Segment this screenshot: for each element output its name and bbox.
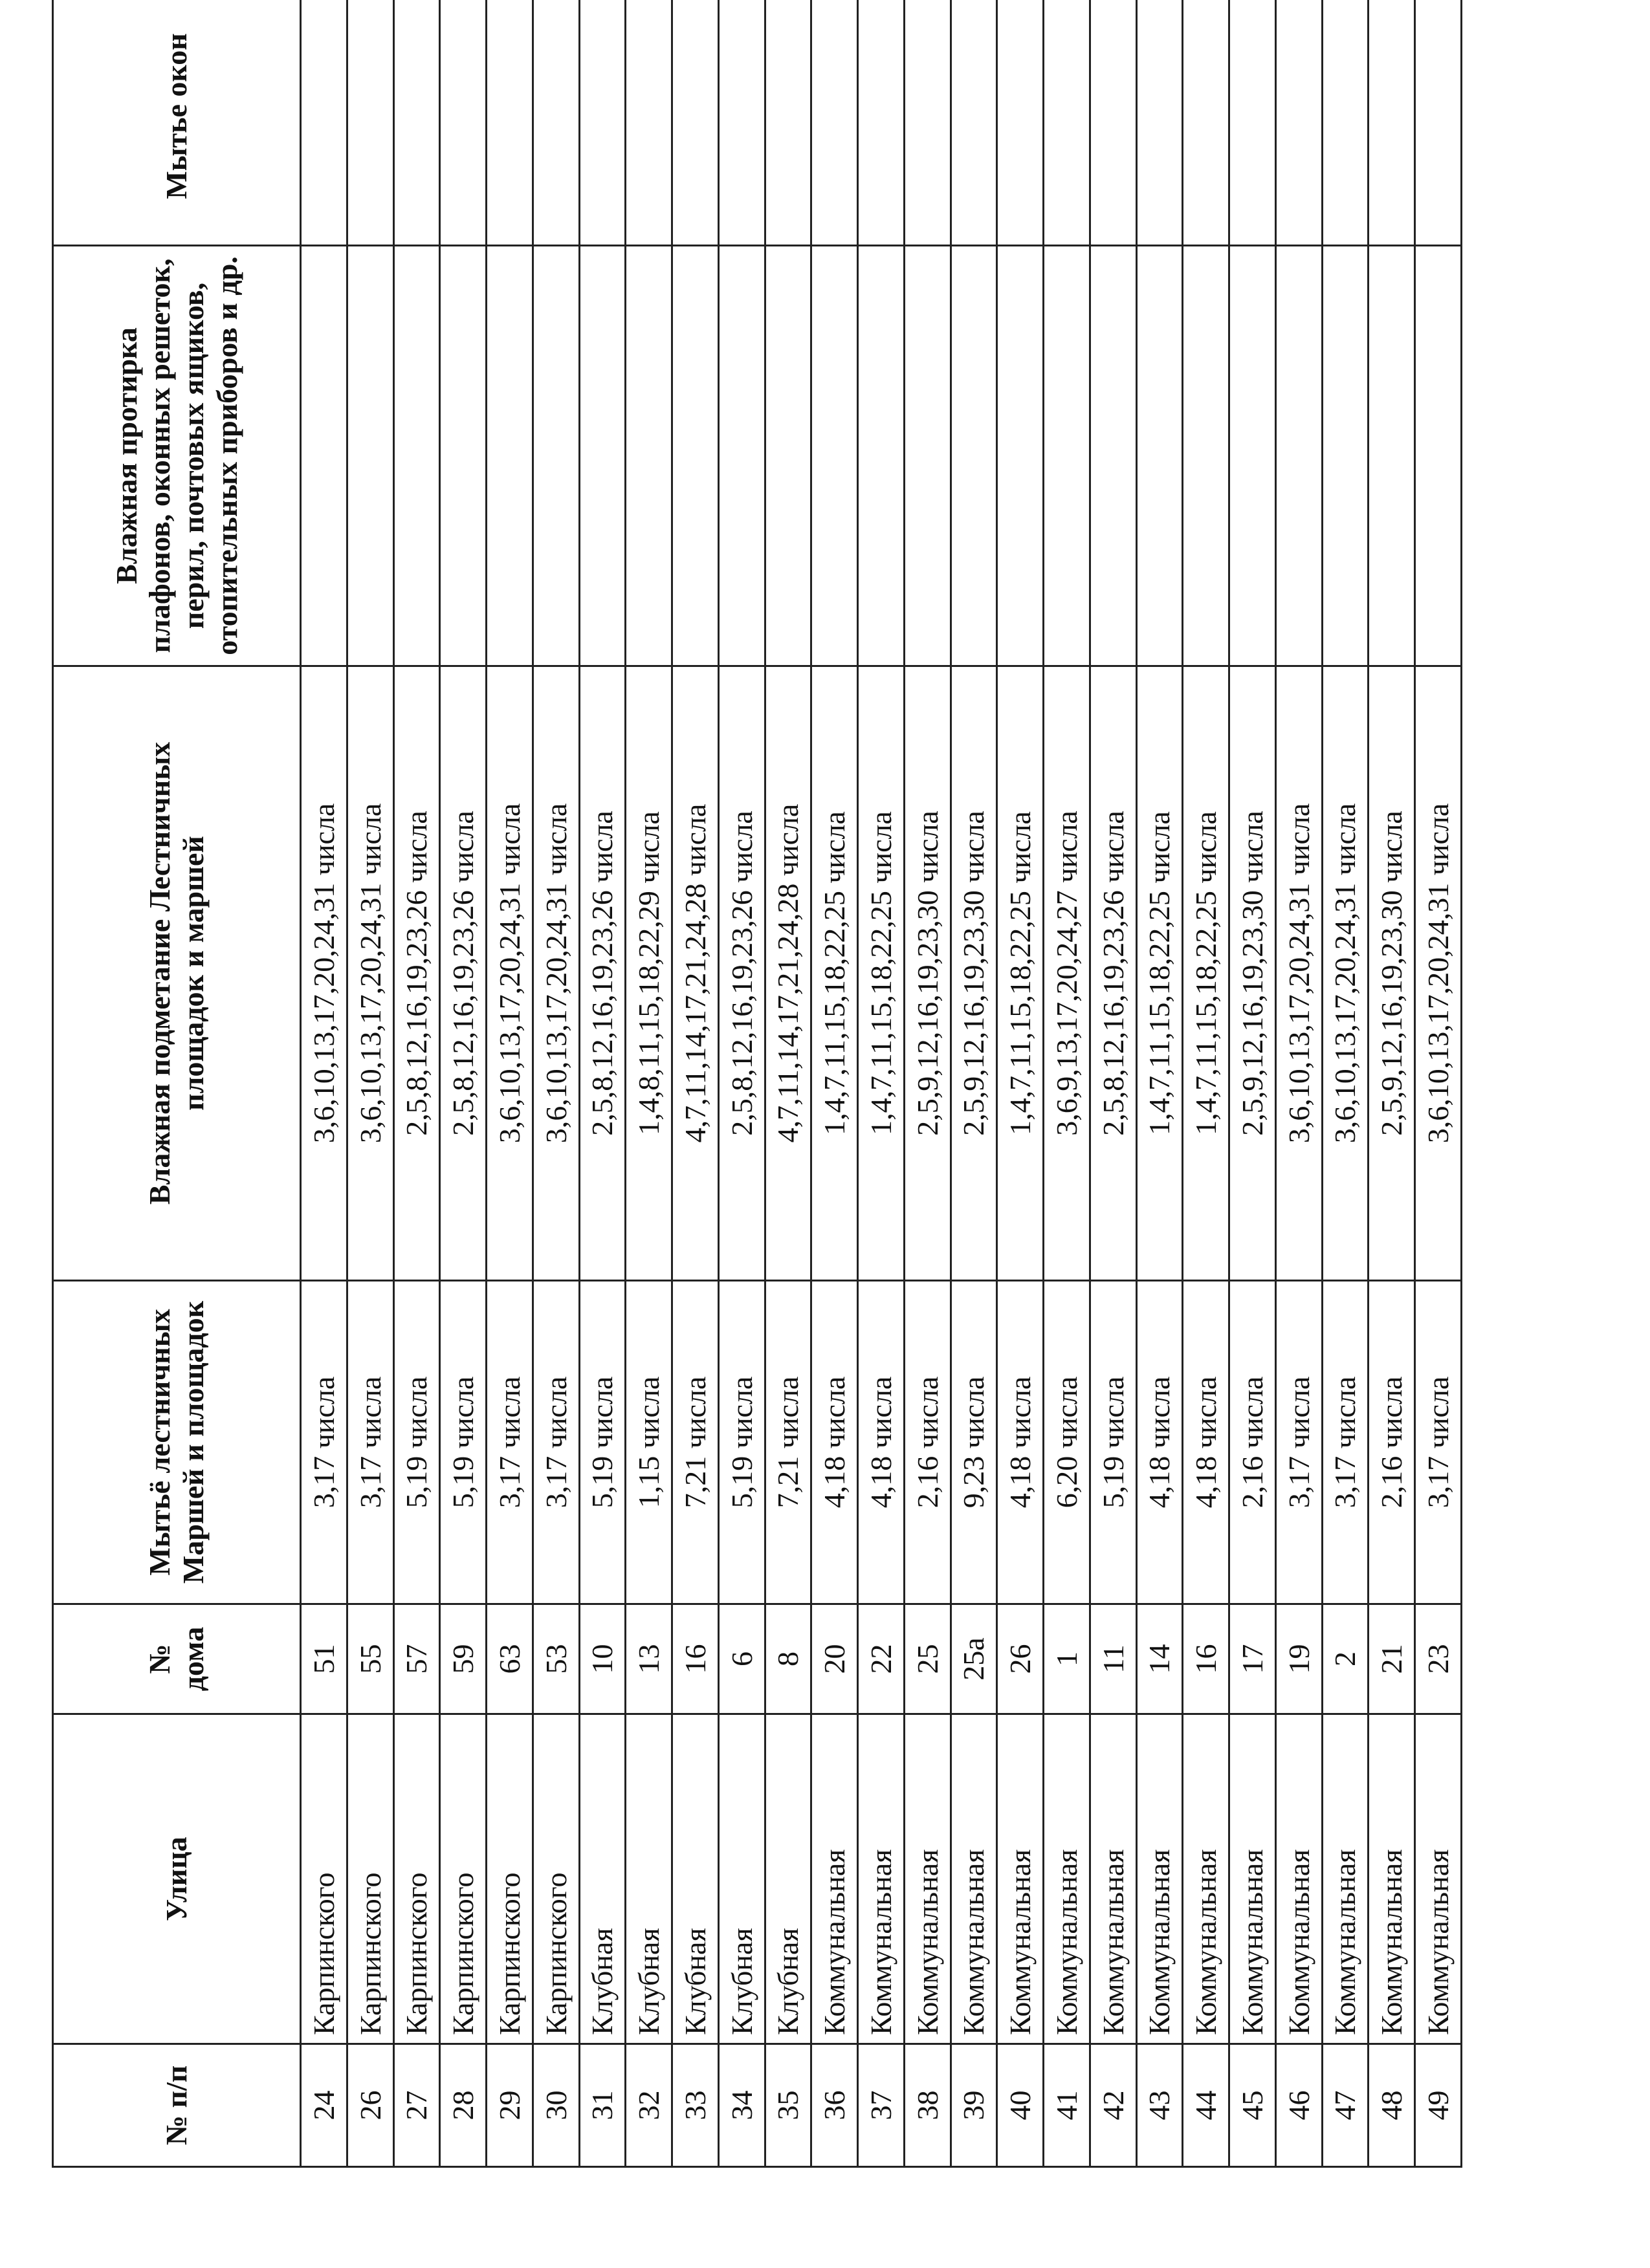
cell-num: 43 — [1136, 2044, 1183, 2167]
cell-num: 26 — [347, 2044, 393, 2167]
cell-stair-mopping: 1,15 числа — [626, 1281, 672, 1604]
cell-wet-wiping — [1229, 246, 1276, 666]
cell-num: 41 — [1044, 2044, 1090, 2167]
table-row — [440, 0, 487, 2167]
table-row — [672, 0, 719, 2167]
table-row — [951, 0, 997, 2167]
table-body — [301, 0, 1462, 2167]
cell-num: 38 — [904, 2044, 951, 2167]
table-row — [1183, 0, 1229, 2167]
cell-window-washing — [1229, 0, 1276, 246]
cell-window-washing — [951, 0, 997, 246]
cell-num: 44 — [1183, 2044, 1229, 2167]
cell-wet-wiping — [1090, 246, 1136, 666]
table-row — [579, 0, 626, 2167]
cell-house: 2 — [1322, 1604, 1369, 1714]
cell-num: 42 — [1090, 2044, 1136, 2167]
cell-wet-wiping — [1044, 246, 1090, 666]
cell-wet-sweeping: 3,6,10,13,17,20,24,31 числа — [347, 666, 393, 1281]
cell-window-washing — [347, 0, 393, 246]
cell-house: 10 — [579, 1604, 626, 1714]
cell-house: 8 — [765, 1604, 811, 1714]
cell-street: Коммунальная — [1322, 1714, 1369, 2044]
cell-wet-wiping — [626, 246, 672, 666]
cell-wet-sweeping: 4,7,11,14,17,21,24,28 числа — [672, 666, 719, 1281]
cell-window-washing — [487, 0, 533, 246]
header-num: № п/п — [53, 2044, 301, 2167]
cell-wet-sweeping: 1,4,7,11,15,18,22,25 числа — [1136, 666, 1183, 1281]
header-wet-wiping: Влажная протирка плафонов, оконных решеток, перил, почтовых ящиков, отопительных приборов и др. — [53, 246, 301, 666]
table-row — [1090, 0, 1136, 2167]
header-street: Улица — [53, 1714, 301, 2044]
cell-wet-sweeping: 2,5,8,12,16,19,23,26 числа — [393, 666, 440, 1281]
header-stair-mopping: Мытьё лестничных Маршей и площадок — [53, 1281, 301, 1604]
header-window-washing: Мытье окон — [53, 0, 301, 246]
cell-house: 25 — [904, 1604, 951, 1714]
cell-num: 46 — [1275, 2044, 1322, 2167]
cell-street: Коммунальная — [997, 1714, 1044, 2044]
cell-wet-wiping — [718, 246, 765, 666]
cell-house: 59 — [440, 1604, 487, 1714]
header-house: № дома — [53, 1604, 301, 1714]
cell-stair-mopping: 7,21 числа — [765, 1281, 811, 1604]
cell-wet-sweeping: 3,6,10,13,17,20,24,31 числа — [1415, 666, 1462, 1281]
cell-wet-wiping — [1136, 246, 1183, 666]
cell-street: Карпинского — [301, 1714, 347, 2044]
cell-num: 31 — [579, 2044, 626, 2167]
cell-stair-mopping: 3,17 числа — [533, 1281, 579, 1604]
cell-street: Коммунальная — [1136, 1714, 1183, 2044]
cell-wet-sweeping: 3,6,10,13,17,20,24,31 числа — [533, 666, 579, 1281]
cell-street: Коммунальная — [858, 1714, 905, 2044]
cell-street: Коммунальная — [951, 1714, 997, 2044]
cell-wet-wiping — [1183, 246, 1229, 666]
cell-wet-sweeping: 2,5,9,12,16,19,23,30 числа — [904, 666, 951, 1281]
table-row — [1044, 0, 1090, 2167]
cell-stair-mopping: 3,17 числа — [1322, 1281, 1369, 1604]
cell-house: 51 — [301, 1604, 347, 1714]
table-row — [765, 0, 811, 2167]
cell-house: 57 — [393, 1604, 440, 1714]
table-row — [904, 0, 951, 2167]
cell-wet-sweeping: 2,5,8,12,16,19,23,26 числа — [1090, 666, 1136, 1281]
cell-wet-wiping — [440, 246, 487, 666]
cell-stair-mopping: 3,17 числа — [1415, 1281, 1462, 1604]
cell-house: 6 — [718, 1604, 765, 1714]
cell-house: 17 — [1229, 1604, 1276, 1714]
cell-house: 11 — [1090, 1604, 1136, 1714]
cell-stair-mopping: 3,17 числа — [347, 1281, 393, 1604]
table-row — [1136, 0, 1183, 2167]
cell-wet-wiping — [904, 246, 951, 666]
cell-stair-mopping: 4,18 числа — [811, 1281, 858, 1604]
cell-num: 45 — [1229, 2044, 1276, 2167]
cell-street: Коммунальная — [1275, 1714, 1322, 2044]
cell-window-washing — [904, 0, 951, 246]
cell-num: 49 — [1415, 2044, 1462, 2167]
cell-house: 21 — [1369, 1604, 1415, 1714]
cell-wet-sweeping: 3,6,10,13,17,20,24,31 числа — [1322, 666, 1369, 1281]
cell-street: Клубная — [672, 1714, 719, 2044]
cell-num: 39 — [951, 2044, 997, 2167]
cell-wet-sweeping: 3,6,9,13,17,20,24,27 числа — [1044, 666, 1090, 1281]
cell-street: Клубная — [765, 1714, 811, 2044]
cell-street: Коммунальная — [1229, 1714, 1276, 2044]
cell-num: 29 — [487, 2044, 533, 2167]
cell-house: 16 — [1183, 1604, 1229, 1714]
cell-num: 28 — [440, 2044, 487, 2167]
table-row — [1369, 0, 1415, 2167]
cell-wet-sweeping: 1,4,7,11,15,18,22,25 числа — [811, 666, 858, 1281]
table-row — [1322, 0, 1369, 2167]
cell-window-washing — [858, 0, 905, 246]
cell-wet-wiping — [533, 246, 579, 666]
cell-house: 63 — [487, 1604, 533, 1714]
cell-stair-mopping: 5,19 числа — [440, 1281, 487, 1604]
cell-wet-wiping — [1275, 246, 1322, 666]
cell-stair-mopping: 2,16 числа — [1229, 1281, 1276, 1604]
cell-wet-wiping — [1369, 246, 1415, 666]
cell-num: 48 — [1369, 2044, 1415, 2167]
cell-stair-mopping: 3,17 числа — [301, 1281, 347, 1604]
cell-wet-wiping — [347, 246, 393, 666]
table-row — [487, 0, 533, 2167]
cell-window-washing — [626, 0, 672, 246]
header-wet-sweeping: Влажная подметание Лестничных площадок и маршей — [53, 666, 301, 1281]
cell-street: Коммунальная — [811, 1714, 858, 2044]
cell-house: 1 — [1044, 1604, 1090, 1714]
cell-num: 27 — [393, 2044, 440, 2167]
header-row — [53, 0, 301, 2167]
cell-window-washing — [997, 0, 1044, 246]
cell-window-washing — [1275, 0, 1322, 246]
cell-stair-mopping: 3,17 числа — [487, 1281, 533, 1604]
table-row — [626, 0, 672, 2167]
cell-wet-sweeping: 2,5,9,12,16,19,23,30 числа — [951, 666, 997, 1281]
cell-num: 33 — [672, 2044, 719, 2167]
cell-window-washing — [1090, 0, 1136, 246]
cell-wet-wiping — [811, 246, 858, 666]
cell-street: Коммунальная — [1369, 1714, 1415, 2044]
cell-window-washing — [1322, 0, 1369, 246]
cell-house: 22 — [858, 1604, 905, 1714]
table-row — [811, 0, 858, 2167]
cell-num: 37 — [858, 2044, 905, 2167]
cell-window-washing — [440, 0, 487, 246]
cell-street: Клубная — [579, 1714, 626, 2044]
cell-house: 14 — [1136, 1604, 1183, 1714]
cell-num: 35 — [765, 2044, 811, 2167]
cell-street: Карпинского — [440, 1714, 487, 2044]
cell-wet-sweeping: 3,6,10,13,17,20,24,31 числа — [1275, 666, 1322, 1281]
cell-stair-mopping: 4,18 числа — [1183, 1281, 1229, 1604]
cell-wet-wiping — [301, 246, 347, 666]
cell-window-washing — [672, 0, 719, 246]
cell-stair-mopping: 4,18 числа — [1136, 1281, 1183, 1604]
cell-house: 19 — [1275, 1604, 1322, 1714]
cell-window-washing — [579, 0, 626, 246]
cell-street: Клубная — [626, 1714, 672, 2044]
cell-wet-wiping — [765, 246, 811, 666]
cell-window-washing — [1415, 0, 1462, 246]
cell-window-washing — [1136, 0, 1183, 246]
cell-window-washing — [393, 0, 440, 246]
cell-house: 26 — [997, 1604, 1044, 1714]
cell-wet-sweeping: 3,6,10,13,17,20,24,31 числа — [301, 666, 347, 1281]
cell-street: Карпинского — [487, 1714, 533, 2044]
cell-wet-sweeping: 3,6,10,13,17,20,24,31 числа — [487, 666, 533, 1281]
cell-stair-mopping: 4,18 числа — [858, 1281, 905, 1604]
table-row — [347, 0, 393, 2167]
cell-window-washing — [1044, 0, 1090, 246]
cell-wet-sweeping: 2,5,9,12,16,19,23,30 числа — [1369, 666, 1415, 1281]
cell-wet-sweeping: 1,4,7,11,15,18,22,25 числа — [997, 666, 1044, 1281]
cleaning-schedule-table — [52, 0, 1462, 2168]
cell-street: Карпинского — [533, 1714, 579, 2044]
cell-wet-wiping — [1322, 246, 1369, 666]
cell-street: Карпинского — [393, 1714, 440, 2044]
table-row — [1275, 0, 1322, 2167]
cell-window-washing — [765, 0, 811, 246]
cell-wet-wiping — [672, 246, 719, 666]
cell-wet-wiping — [1415, 246, 1462, 666]
cell-street: Клубная — [718, 1714, 765, 2044]
cell-stair-mopping: 5,19 числа — [718, 1281, 765, 1604]
cell-house: 13 — [626, 1604, 672, 1714]
cell-wet-wiping — [393, 246, 440, 666]
cell-num: 34 — [718, 2044, 765, 2167]
cell-street: Коммунальная — [1183, 1714, 1229, 2044]
cell-stair-mopping: 5,19 числа — [1090, 1281, 1136, 1604]
cell-wet-wiping — [579, 246, 626, 666]
cell-stair-mopping: 5,19 числа — [579, 1281, 626, 1604]
cell-street: Коммунальная — [1044, 1714, 1090, 2044]
cell-wet-wiping — [858, 246, 905, 666]
table-row — [301, 0, 347, 2167]
cell-window-washing — [533, 0, 579, 246]
cell-stair-mopping: 3,17 числа — [1275, 1281, 1322, 1604]
cell-wet-sweeping: 1,4,7,11,15,18,22,25 числа — [858, 666, 905, 1281]
table-row — [533, 0, 579, 2167]
cell-house: 23 — [1415, 1604, 1462, 1714]
cell-street: Коммунальная — [1090, 1714, 1136, 2044]
cell-stair-mopping: 5,19 числа — [393, 1281, 440, 1604]
cell-house: 20 — [811, 1604, 858, 1714]
cell-num: 47 — [1322, 2044, 1369, 2167]
cell-stair-mopping: 2,16 числа — [1369, 1281, 1415, 1604]
table-row — [858, 0, 905, 2167]
cell-wet-sweeping: 2,5,8,12,16,19,23,26 числа — [718, 666, 765, 1281]
table-row — [997, 0, 1044, 2167]
cell-stair-mopping: 6,20 числа — [1044, 1281, 1090, 1604]
cell-window-washing — [301, 0, 347, 246]
cell-wet-wiping — [951, 246, 997, 666]
cell-num: 30 — [533, 2044, 579, 2167]
cell-num: 36 — [811, 2044, 858, 2167]
cell-num: 24 — [301, 2044, 347, 2167]
cell-window-washing — [1369, 0, 1415, 246]
cell-stair-mopping: 9,23 числа — [951, 1281, 997, 1604]
cell-street: Коммунальная — [1415, 1714, 1462, 2044]
cell-wet-sweeping: 1,4,8,11,15,18,22,29 числа — [626, 666, 672, 1281]
table-row — [1415, 0, 1462, 2167]
cell-stair-mopping: 4,18 числа — [997, 1281, 1044, 1604]
cell-wet-sweeping: 1,4,7,11,15,18,22,25 числа — [1183, 666, 1229, 1281]
cell-stair-mopping: 7,21 числа — [672, 1281, 719, 1604]
cell-wet-wiping — [997, 246, 1044, 666]
cell-wet-wiping — [487, 246, 533, 666]
cell-window-washing — [1183, 0, 1229, 246]
cell-house: 25а — [951, 1604, 997, 1714]
cell-num: 32 — [626, 2044, 672, 2167]
cell-stair-mopping: 2,16 числа — [904, 1281, 951, 1604]
cell-window-washing — [718, 0, 765, 246]
cell-num: 40 — [997, 2044, 1044, 2167]
cell-street: Карпинского — [347, 1714, 393, 2044]
cell-wet-sweeping: 2,5,8,12,16,19,23,26 числа — [440, 666, 487, 1281]
cell-house: 16 — [672, 1604, 719, 1714]
cell-street: Коммунальная — [904, 1714, 951, 2044]
table-row — [718, 0, 765, 2167]
cell-wet-sweeping: 2,5,9,12,16,19,23,30 числа — [1229, 666, 1276, 1281]
cell-wet-sweeping: 2,5,8,12,16,19,23,26 числа — [579, 666, 626, 1281]
cell-house: 55 — [347, 1604, 393, 1714]
cell-wet-sweeping: 4,7,11,14,17,21,24,28 числа — [765, 666, 811, 1281]
cell-window-washing — [811, 0, 858, 246]
cell-house: 53 — [533, 1604, 579, 1714]
table-row — [393, 0, 440, 2167]
table-row — [1229, 0, 1276, 2167]
